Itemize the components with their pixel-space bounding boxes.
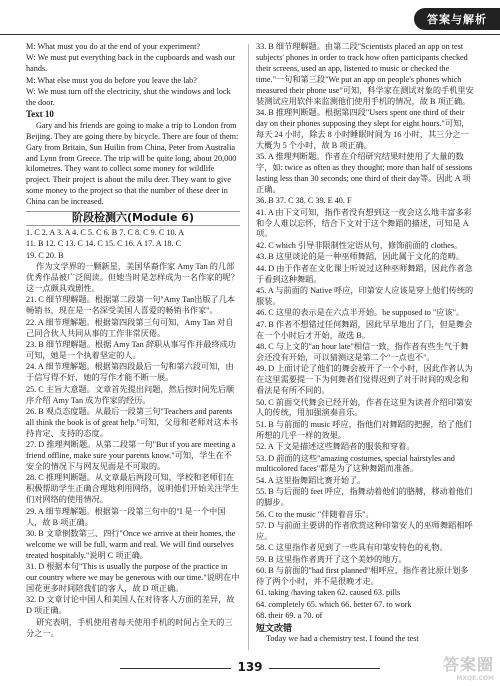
paragraph: 19. C 20. B xyxy=(26,250,64,260)
paragraph: 26. B 观点态度题。从最后一段第三句"Teachers and parents all think the book is of great help."可知，父母和老师对这本书持肯定、支持的态度。 xyxy=(26,407,239,438)
watermark-brand: 答案圈 xyxy=(442,655,494,674)
paragraph: 30. B 文章倒数第三、四行"Once we arrive at their homes, the welcome we will be full, warm and real. We will find ourselves treated hospitably."说明 C 项正确。 xyxy=(26,528,236,560)
paragraph: 32. D 文章讨论中国人和美国人在对待客人方面的差异，故 D 项正确。 xyxy=(26,595,235,616)
paragraph: 41. A 由下文可知，指作者没有想到这一夜会这么地丰富多彩和令人难以忘怀，结合下文对于这个舞蹈的描述，可知是 A 项。 xyxy=(256,207,472,239)
paragraph: 23. B 细节理解题。根据 Amy Tan 辞职从事写作并最终成功可知，她是一个执着坚定的人。 xyxy=(26,340,236,360)
paragraph: 43. B 这里谈论的是一种巫师舞蹈，因此属于文化的范畴。 xyxy=(256,252,465,262)
paragraph: 36. B 37. C 38. C 39. E 40. F xyxy=(256,196,352,206)
paragraph: M: What else must you do before you leave the lab? xyxy=(26,75,197,85)
paragraph: 28. C 推理判断题。从文章最后两段可知，学校和老师们在积极帮助学生正确合理地利用网络，说明他们开始关注学生们对网络的使用情况。 xyxy=(26,473,239,505)
paragraph: 50. C 前面交代舞会已经开始，作者在这里为读者介绍印第安人的传统，用加强演奏音乐。 xyxy=(256,397,473,418)
paragraph: 46. C 这里的表示是在六点半开始。be supposed to "应该"。 xyxy=(256,308,465,318)
paragraph: 49. D 上面讨论了他们的舞会被开了一个小时，因此作者认为在这里需要提一下为何舞者们觉得迟到了对于时间的观念和看法是有所不同的。 xyxy=(256,364,473,396)
paragraph: 22. A 细节理解题。根据第四段第三句可知，Amy Tan 对自己同合伙人共同从事的工作非常厌倦。 xyxy=(26,317,234,338)
paragraph: 31. D 根据本句"This is usually the purpose of the practice in our country where we may be generous with our time."说明在中国花更多时间陪我们的客人，故 D 项正确。 xyxy=(26,562,240,593)
paragraph: 21. C 细节理解题。根据第二段第一句"Amy Tan出版了几本畅销书，现在是一名深受美国人喜爱的畅销书作家"。 xyxy=(26,295,236,316)
paragraph: 42. C which 引导非限制性定语从句，修饰前面的 clothes。 xyxy=(256,240,463,250)
header-rule xyxy=(0,34,500,35)
paragraph: 58. C 这里指作者见到了一些具有印第安特色的礼物。 xyxy=(256,543,448,553)
paragraph: 研究表明，手机使用者每天使用手机的时间占全天的三分之一。 xyxy=(26,617,233,638)
paragraph: 27. D 推理判断题。从第二段第一句"But if you are meeting a friend offline, make sure your parents know."可知，学生在不安全的情况下与网友见面是不可取的。 xyxy=(26,440,236,472)
paragraph: 作为文学界的一颗新星，美国华裔作家 Amy Tan 的几部优秀作品被广泛阅读。但她当时是怎样成为一名作家的呢？这一点颇具戏剧性。 xyxy=(26,262,239,294)
paragraph: 45. A 与前面的 Native 呼应，印第安人应该是穿上他们传统的服装。 xyxy=(256,285,474,306)
paragraph: 53. D 前面的这些"amazing costumes, special hairstyles and multicolored faces"都是为了这种舞蹈而准备。 xyxy=(256,453,455,474)
paragraph: 33. B 细节理解题。由第二段"Scientists placed an app on test subjects' phones in order to track how often participants checked their screens, used an app, listened to music or checked the time."一句和第三段"We put an app on people's phones which measured their phone use"可知，科学家在测试对象的手机里安装测试应用软件来监测他们使用手机的情况，故 B 项正确。 xyxy=(256,42,474,106)
paragraph: 11. B 12. C 13. C 14. C 15. C 16. A 17. A 18. C xyxy=(26,239,182,249)
page-number xyxy=(0,660,500,674)
watermark-site: MXQE.COM xyxy=(456,675,494,682)
section-title: 阶段检测六(Module 6) xyxy=(26,211,240,226)
paragraph: 52. A 下文是描述这些舞蹈者的服装和穿着。 xyxy=(256,442,415,452)
paragraph: 61. taking /having taken 62. caused 63. pills xyxy=(256,588,401,598)
paragraph: Gary and his friends are going to make a trip to London from Beijing. They are going there by bicycle. There are four of them: Gary from Britain, Sun Huilin from China, Peter from Australia and Lynn from Greece. The trip will be quite long, about 20,000 kilometres. They want to collect some money for wildlife project. Their project is about the milu deer. They want to give some money to the project so that the number of these deer in China can be increased. xyxy=(26,120,239,207)
paragraph: 29. A 细节理解题。根据第一段第三句中的"I 是一个中国人，故 B 项正确。 xyxy=(26,506,226,527)
right-column xyxy=(256,42,474,652)
paragraph: W: We must turn off the electricity, shut the windows and lock the door. xyxy=(26,87,231,108)
paragraph: 55. B 与后面的 feet 呼应，指舞动着他们的胳膊，移动着他们的脚步。 xyxy=(256,487,473,508)
watermark-logo xyxy=(443,652,494,682)
paragraph: W: We must put everything back in the cupboards and wash our hands. xyxy=(26,53,236,74)
paragraph: 1. C 2. A 3. A 4. C 5. C 6. B 7. C 8. C 9. C 10. A xyxy=(26,228,185,237)
paragraph: 68. their 69. a 70. of xyxy=(256,611,323,621)
section-heading: Text 10 xyxy=(26,109,54,120)
paragraph: 25. C 主旨大意题。文章首先提出问题，然后按时间先后顺序介绍 Amy Tan 成为作家的经历。 xyxy=(26,384,235,405)
paragraph: 64. completely 65. which 66. better 67. to work xyxy=(256,599,412,609)
paragraph: 35. A 推理判断题。作者在介绍研究结果时使用了大量的数字，如: twice as often as they thought; more than half of sessions lasting less than 30 seconds; one third of their day等。因此 A 项正确。 xyxy=(256,152,473,194)
paragraph: 44. D 由于作者在文化课上听说过这种巫师舞蹈，因此作者急于看到这种舞蹈。 xyxy=(256,263,473,284)
paragraph: 60. B 与前面的"had first planned"相呼应，指作者比原计划多待了两个小时，并不是很晚才走。 xyxy=(256,566,469,586)
paragraph: 48. C 与上文的"an hour late"相信一致，指作者有些生气于舞会还没有开始，可以猜测这是第二个"一点也不"。 xyxy=(256,341,469,362)
section-heading: 短文改错 xyxy=(256,622,293,633)
column-divider xyxy=(248,44,249,650)
paragraph: M: What must you do at the end of your experiment? xyxy=(26,42,201,51)
paragraph: Today we had a chemistry test. I found the test xyxy=(266,634,419,644)
left-column xyxy=(26,42,240,652)
paragraph: 34. B 推理判断题。根据第四段"Users spent one third of their day on their phones supposing they slept for eight hours."可知，每天 24 小时，除去 8 小时睡眠时间为 16 小时，其三分之一大概为 5 个小时，故 B 项正确。 xyxy=(256,107,470,150)
paragraph: 24. A 细节理解题。根据第四段最后一句和第六段可知，由于信写得不好，她的写作才能不断一展。 xyxy=(26,362,234,383)
paragraph: 47. B 作者不想错过任何舞蹈，因此早早地出了门，但是舞会在一个小时后才开始，故选 B。 xyxy=(256,319,473,340)
paragraph: 57. D 与前面主要讲的作者欣赏这种印第安人的巫师舞蹈相呼应。 xyxy=(256,520,473,541)
page-number-text: 139 xyxy=(231,660,268,674)
paragraph: 56. C to the music "伴随着音乐"。 xyxy=(256,509,374,519)
paragraph: 51. B 与前面的 music 呼应，指他们对舞蹈的把握，给了他们所想的几乎一样的效果。 xyxy=(256,419,472,440)
paragraph: 54. A 这里指舞蹈比赛开始了。 xyxy=(256,475,366,485)
paragraph: 59. B 这里指作者离开了这个美妙的地方。 xyxy=(256,554,407,564)
header-badge: 答案与解析 xyxy=(414,8,500,30)
